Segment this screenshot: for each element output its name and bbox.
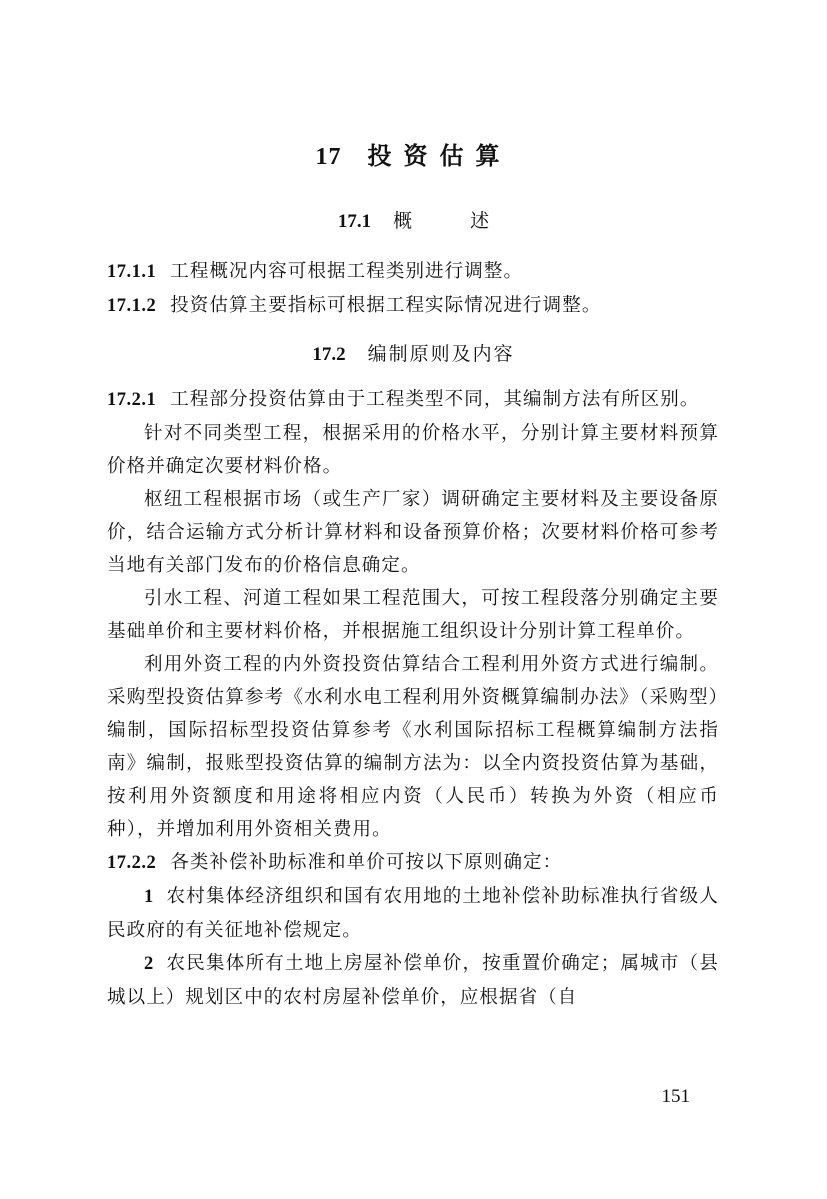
chapter-title	[0, 136, 827, 171]
list-item	[107, 880, 719, 947]
item-text: 农村集体经济组织和国有农用地的土地补偿补助标准执行省级人民政府的有关征地补偿规定。	[107, 886, 719, 941]
clause-text: 工程概况内容可根据工程类别进行调整。	[170, 261, 524, 282]
paragraph: 针对不同类型工程，根据采用的价格水平，分别计算主要材料预算价格并确定次要材料价格。	[107, 423, 719, 477]
item-number: 2	[144, 954, 155, 974]
item-number: 1	[144, 887, 155, 907]
section-17-1-body	[107, 255, 719, 323]
paragraph: 枢纽工程根据市场（或生产厂家）调研确定主要材料及主要设备原价，结合运输方式分析计算材料和设备预算价格；次要材料价格可参考当地有关部门发布的价格信息确定。	[107, 489, 719, 576]
section-17-2-body	[107, 383, 719, 1014]
clause-17-2-2	[107, 846, 719, 880]
clause-text: 工程部分投资估算由于工程类型不同，其编制方法有所区别。	[170, 389, 700, 410]
clause-17-1-2	[107, 289, 719, 323]
page-number: 151	[661, 1086, 690, 1107]
clause-number: 17.2.2	[107, 853, 157, 873]
section-title-17-1	[0, 206, 827, 233]
paragraph: 引水工程、河道工程如果工程范围大，可按工程段落分别确定主要基础单价和主要材料价格，并根据施工组织设计分别计算工程单价。	[107, 588, 719, 642]
clause-number: 17.2.1	[107, 390, 157, 410]
clause-number: 17.1.2	[107, 296, 157, 316]
section-number: 17.2	[312, 344, 346, 365]
section-title-text: 编制原则及内容	[367, 343, 515, 365]
chapter-number: 17	[315, 144, 342, 170]
paragraph: 利用外资工程的内外资投资估算结合工程利用外资方式进行编制。采购型投资估算参考《水利水电工程利用外资概算编制办法》（采购型）编制，国际招标型投资估算参考《水利国际招标工程概算编制方法指南》编制，报账型投资估算的编制方法为：以全内资投资估算为基础，按利用外资额度和用途将相应内资（人民币）转换为外资（相应币种），并增加利用外资相关费用。	[107, 654, 719, 840]
item-text: 农民集体所有土地上房屋补偿单价，按重置价确定；属城市（县城以上）规划区中的农村房屋补偿单价，应根据省（自	[107, 953, 719, 1008]
chapter-title-text: 投资估算	[367, 142, 512, 170]
clause-text: 投资估算主要指标可根据工程实际情况进行调整。	[170, 295, 602, 316]
clause-17-1-1	[107, 255, 719, 289]
clause-number: 17.1.1	[107, 262, 157, 282]
clause-17-2-1	[107, 383, 719, 417]
clause-text: 各类补偿补助标准和单价可按以下原则确定：	[170, 852, 563, 873]
section-number: 17.1	[337, 211, 372, 232]
section-title-text: 概述	[393, 210, 548, 232]
section-title-17-2	[0, 339, 827, 366]
list-item	[107, 947, 719, 1014]
